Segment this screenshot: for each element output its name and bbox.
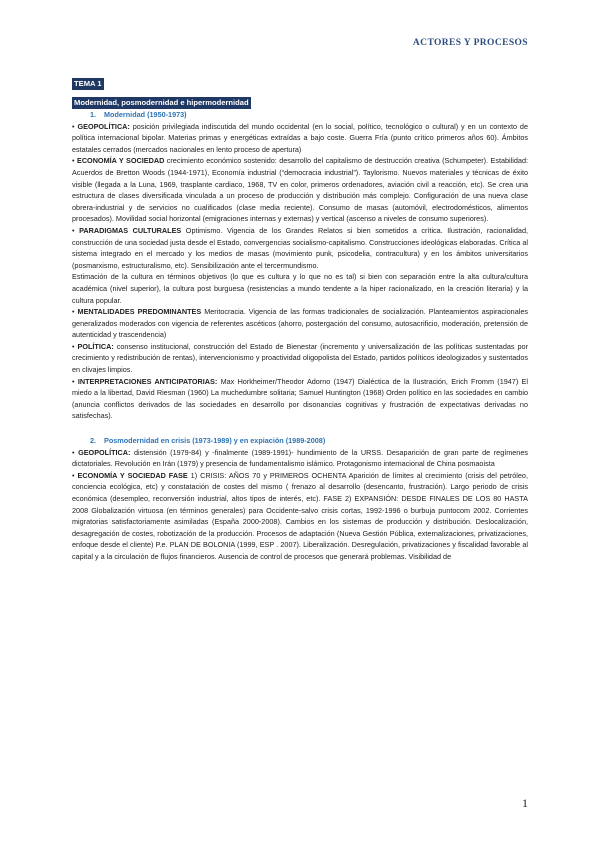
running-header: ACTORES Y PROCESOS [412,38,528,48]
section-heading-2: 2. Posmodernidad en crisis (1973-1989) y en expiación (1989-2008) [90,436,326,446]
bullet-paragraph: • GEOPOLÍTICA: distensión (1979-84) y -finalmente (1989-1991)- hundimiento de la URSS. Desaparición de gran parte de regímenes dictatoriales. Revolución en Irán (1979) y presencia de fundamentalismo islámico. Protagonismo internacional de China posmaoista [72,447,528,469]
section-heading-1: 1. Modernidad (1950-1973) [90,110,187,119]
section-spacer [72,422,528,435]
bullet-paragraph: • ECONOMÍA Y SOCIEDAD crecimiento económico sostenido: desarrollo del capitalismo de destrucción creativa (Schumpeter). Estabilidad: Acuerdos de Bretton Woods (1944-1971), Economía industrial (“democracia industrial”). Taylorismo. Nuevos materiales y técnicas de éxito visible (llegada a la Luna, 1969, trasplante cardiaco, 1968, TV en color, primeros ordenadores, aviación civil a reacción, etc). Se crea una estructura de clases diversificada vinculada a un proceso de producción y distribución más complejo. Configuración de una nueva clase obrera-industrial y de servicios no cualificados (clase media reciente). Consumo de masas (automóvil, electrodomésticos, alimentos procesados). Movilidad social horizontal (emigraciones internas y externas) y vertical (ascenso a niveles de consumo superiores). [72,156,528,224]
document-body [72,109,528,563]
bullet-paragraph: • MENTALIDADES PREDOMINANTES Meritocracia. Vigencia de las formas tradicionales de socialización. Planteamientos aspiracionales generalizados moderados con vigencia de referentes ascéticos (ahorro, postergación del consumo, autosacrificio, moderación, pretensión de autenticidad y trascendencia) [72,307,529,340]
bullet-paragraph: • INTERPRETACIONES ANTICIPATORIAS: Max Horkheimer/Theodor Adorno (1947) Dialéctica de la Ilustración, Erich Fromm (1947) El miedo a la libertad, David Riesman (1960) La muchedumbre solitaria; Samuel Huntington (1968) Orden político en las sociedades en cambio (anuncia conflictos derivados de las sociedades en desarrollo por disonancias cognitivas y frustración de expectativas derivadas no satisfechas). [72,376,528,421]
bullet-paragraph: • PARADIGMAS CULTURALES Optimismo. Vigencia de los Grandes Relatos si bien sometidos a crítica. Ilustración, racionalidad, construcción de una sociedad justa desde el Estado, convergencias socialismo-capitalismo. Construcciones ideológicas elaboradas. Crítica al sistema integrado en el mercado y los medios de masas (movimiento punk, psicodelia, contracultura) y en los ámbitos universitarios (posmarxismo, estructuralismo, etc). Sensibilización ante el tercermundismo. [72,225,528,270]
tema-subtitle: Modernidad, posmodernidad e hipermodernidad [74,98,249,107]
bullet-paragraph: • ECONOMÍA Y SOCIEDAD FASE 1) CRISIS: AÑOS 70 y PRIMEROS OCHENTA Aparición de límites al crecimiento (crisis del petróleo, conciencia ecológica, etc) y constatación de costes del mismo ( frenazo al desarrollo (desencanto, frustración). Largo periodo de crisis económica (desempleo, reconversión industrial, altos tipos de interés, etc). FASE 2) EXPANSIÓN: DESDE FINALES DE LOS 80 HASTA 2008 Globalización virtuosa (en términos generales) para Occidente-salvo crisis cortas, 1992-1996 o burbuja puntocom 2002. Corrientes migratorias satisfactoriamente asimiladas (España 2000-2008). Cambios en los sistemas de producción y distribución. Deslocalización, desagregación de costes, robotización de la producción. Procesos de adaptación (Nueva Gestión Pública, externalizaciones, privatizaciones, enfoque desde el cliente) P.e. PLAN DE BOLONIA (1999, ESP . 2007). Liberalización. Desregulación, privatizaciones y fiscalidad favorable al capital y a la circulación de flujos financieros. Ausencia de control de procesos que generará problemas. Visibilidad de [72,470,528,561]
body-paragraph: Estimación de la cultura en términos objetivos (lo que es cultura y lo que no es tal) si bien con separación entre la alta cultura/cultura académica (nivel superior), la cultura post burguesa (resistencias a mundo tendente a la hiper racionalizado, en la creación literaria) y la cultura popular. [72,272,528,305]
page-number: 1 [522,796,528,810]
bullet-paragraph: • GEOPOLÍTICA: posición privilegiada indiscutida del mundo occidental (en lo social, político, tecnológico o cultural) y en un contexto de política internacional bipolar. Materias primas y energéticas extraídas a bajo coste. Guerra Fría (punto crítico primeros años 60). Ámbitos estatales cerrados (mercados nacionales en lento proceso de apertura) [72,121,528,154]
bullet-paragraph: • POLÍTICA: consenso institucional, construcción del Estado de Bienestar (incremento y universalización de las políticas sustentadas por crecimiento y redistribución de rentas), intervencionismo y proactividad oligopolista del Estado, partidos políticos ideologizados y sustentados en clivajes limpios. [72,341,528,375]
tema-heading [72,73,251,110]
tema-number: TEMA 1 [74,79,102,88]
